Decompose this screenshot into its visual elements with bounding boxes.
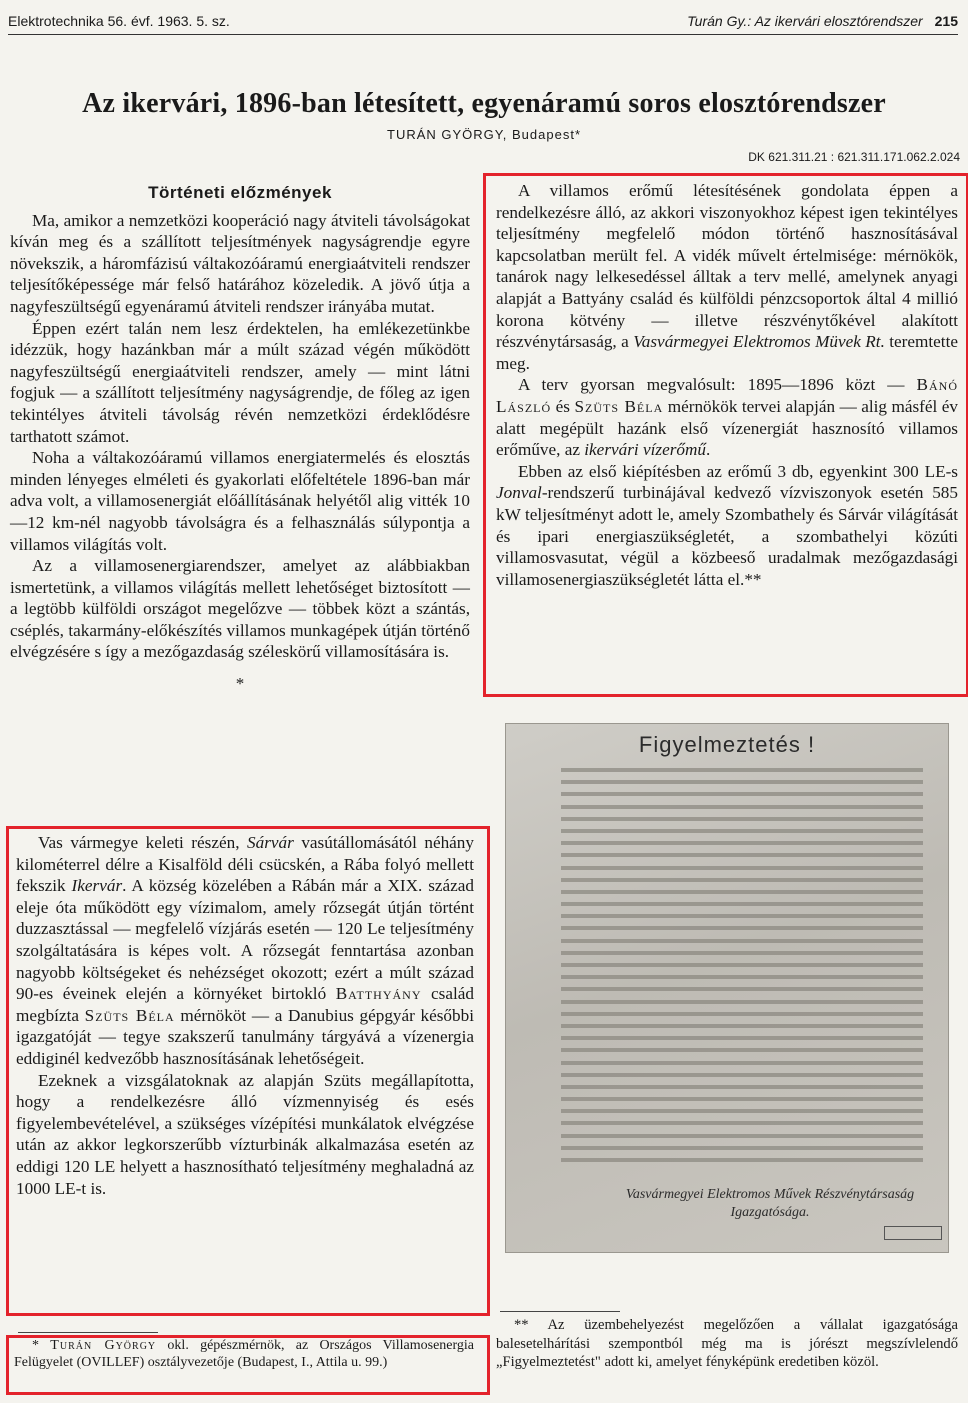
person-name: Szüts Béla [574, 396, 664, 416]
text-line [561, 768, 923, 772]
text-line [561, 1134, 923, 1138]
notice-title: Figyelmeztetés ! [638, 732, 816, 757]
text-line [561, 1012, 923, 1016]
paragraph: Noha a váltakozóáramú villamos energiatermelés és elosztás minden lényeges elméleti és gyakorlati előfeltétele 1896-ban már adva volt, a villamosenergiát előállításának helyétől alig vitték 10—12 km-nél nagyobb távolságra és a felhasználás súlypontja a villamos világítás volt. [10, 448, 470, 554]
text-line [561, 1000, 923, 1004]
text-line [561, 841, 923, 845]
paragraph: A terv gyorsan megvalósult: 1895—1896 közt — Bánó László és Szüts Béla mérnökök tervei alapján — alig másfél év alatt megépült hazánk első vízenergiát hasznosító villamos erőműve, az ikervári vízerőmű. [496, 375, 958, 460]
text-line [561, 1048, 923, 1052]
text-line [561, 1061, 923, 1065]
text-line [561, 1146, 923, 1150]
article-title: Az ikervári, 1896-ban létesített, egyenáramú soros elosztórendszer [82, 88, 886, 119]
text-line [561, 1158, 923, 1162]
text-line [561, 902, 923, 906]
text-line [561, 817, 923, 821]
udc-code: DK 621.311.21 : 621.311.171.062.2.024 [748, 150, 960, 164]
section-separator: * [235, 674, 245, 694]
author-location: , Budapest* [502, 127, 581, 142]
author-footnote: * Turán György okl. gépészmérnök, az Országos Villamosenergia Felügyelet (OVILLEF) osztályvezetője (Budapest, I., Attila u. 99.) [14, 1338, 475, 1370]
running-title: Turán Gy.: Az ikervári elosztórendszer 215 [687, 13, 958, 29]
person-name: Turán György [50, 1338, 157, 1353]
text-line [561, 926, 923, 930]
footnote-rule [18, 1332, 158, 1333]
paragraph: Vas vármegye keleti részén, Sárvár vasútállomásától néhány kilométerrel délre a Kisalföld déli csücskén, a Rába folyó mellett fekszik Ikervár. A község közelében a Rábán már a XIX. század eleje óta működött egy vízimalom, amely rőzsegát útján történt duzzasztással — megfelelő vízjárás esetén — 120 Le teljesítmény szolgáltatására is képes volt. A rőzsegát fenntartása azonban nagyobb költségeket és nehézséget okozott; ezért a múlt század 90-es éveinek elején a környéket birtokló Batthyány család megbízta Szüts Béla mérnököt — a Danubius gépgyár későbbi igazgatóját — tegye szakszerű tanulmány tárgyává a vízenergia eddiginél kedvezőbb hasznosításának lehetőségeit. [16, 833, 475, 1068]
notice-footnote: ** Az üzembehelyezést megelőzően a vállalat igazgatósága balesetelhárítási szempontból még ma is jórészt megszívlelendő „Figyelmeztetést" adott ki, amelyet fényképünk eredetiben közöl. [496, 1317, 958, 1370]
text-line [561, 1024, 923, 1028]
left-column [10, 182, 470, 695]
running-header [8, 10, 958, 35]
author-line [0, 127, 968, 142]
footnote-rule [500, 1311, 620, 1312]
author-name: TURÁN GYÖRGY [387, 127, 503, 142]
notice-signature: Vasvármegyei Elektromos Művek Részvénytársaság Igazgatósága. [625, 1187, 915, 1220]
section-heading: Történeti előzmények [148, 183, 332, 202]
text-line [561, 951, 923, 955]
paragraph: Ma, amikor a nemzetközi kooperáció nagy átviteli távolságokat kíván meg és a szállított teljesítmények nagyságrendje egyre növekszik, a háromfázisú váltakozóáramú energiaátviteli rendszer teljesítőképessége már felső határához közeledik. A jövő útja a nagyfeszültségű egyenáramú átviteli rendszer irányába mutat. [10, 210, 470, 316]
text-line [561, 1085, 923, 1089]
text-line [561, 780, 923, 784]
text-line [561, 1073, 923, 1077]
right-column [496, 180, 958, 590]
text-line [561, 914, 923, 918]
text-line [561, 829, 923, 833]
text-line [561, 878, 923, 882]
text-line [561, 866, 923, 870]
text-line [561, 1109, 923, 1113]
person-name: Bánó László [496, 375, 958, 416]
paragraph: Az a villamosenergiarendszer, amelyet az alábbiakban ismertetünk, a villamos világítás mellett lehetőséget biztosított — a legtöbb külföldi országot megelőzve — többek közt a szántás, cséplés, takarmány-előkészítés villamos munkagépek útján történő elvégzésére s így a mezőgazdaság széleskörű villamosítására is. [10, 556, 470, 662]
plant-name: ikervári vízerőmű [584, 440, 706, 460]
text-line [561, 805, 923, 809]
person-name: Szüts Béla [84, 1005, 175, 1025]
text-line [561, 1097, 923, 1101]
text-line [561, 1121, 923, 1125]
company-name: Vasvármegyei Elektromos Müvek Rt. [633, 332, 885, 352]
paragraph: Ezeknek a vizsgálatoknak az alapján Szüts megállapította, hogy a rendelkezésre álló vízmennyiség és esés figyelembevételével, a szükséges vízépítési munkálatok elvégzése után az akkor legkorszerűbb vízturbinák alkalmazása esetén az eddigi 120 LE helyett a hasznosítható teljesítmény meghaladná az 1000 LE-t is. [16, 1070, 474, 1198]
page-number: 215 [934, 13, 958, 29]
place-name: Sárvár [247, 833, 294, 852]
text-line [561, 1036, 923, 1040]
family-name: Batthyány [335, 984, 422, 1004]
left-column-lower [16, 832, 474, 1199]
text-line [561, 890, 923, 894]
place-name: Ikervár [71, 876, 123, 896]
text-line [561, 939, 923, 943]
text-line [561, 792, 923, 796]
paragraph: Ebben az első kiépítésben az erőmű 3 db, egyenkint 300 LE-s Jonval-rendszerű turbinájával kedvező vízviszonyok esetén 585 kW teljesítményt adott le, amely Szombathely és Sárvár világítását és ipari energiaszükségletét, a szombathelyi közúti villamosvasutat, végül a közbeeső uradalmak mezőgazdasági villamosenergiaszükségletét látta el.** [496, 461, 958, 589]
paragraph: A villamos erőmű létesítésének gondolata éppen a rendelkezésre álló, az akkori viszonyokhoz képest igen tekintélyes teljesítmény megfelelő módon történő hasznosításával kapcsolatban merült fel. A vidék művelt értelmisége: mérnökök, tanárok nagy lelkesedéssel álltak a terv mellé, amelynek anyagi alapját a Battyány család és külföldi pénzcsoportok által 4 millió korona kötvény — illetve részvénytőkével alakított részvénytársaság, a Vasvármegyei Elektromos Müvek Rt. teremtette meg. [496, 181, 958, 373]
text-line [561, 987, 923, 991]
text-line [561, 975, 923, 979]
text-line [561, 963, 923, 967]
notice-stamp [884, 1226, 942, 1240]
turbine-name: Jonval [496, 483, 542, 503]
warning-notice-photo [505, 723, 949, 1253]
text-line [561, 853, 923, 857]
notice-text-lines [561, 768, 923, 1170]
journal-info: Elektrotechnika 56. évf. 1963. 5. sz. [8, 13, 230, 29]
paragraph: Éppen ezért talán nem lesz érdektelen, ha emlékezetünkbe idézzük, hogy hazánkban már a múlt század végén működött nagyfeszültségű energiaátviteli rendszer, amely — mint látni fogjuk — a szállított teljesítmény nagyságrendje, de főleg az igen tekintélyes átviteli távolság révén nemzetközi érdeklődésre tarthatott számot. [10, 318, 470, 446]
